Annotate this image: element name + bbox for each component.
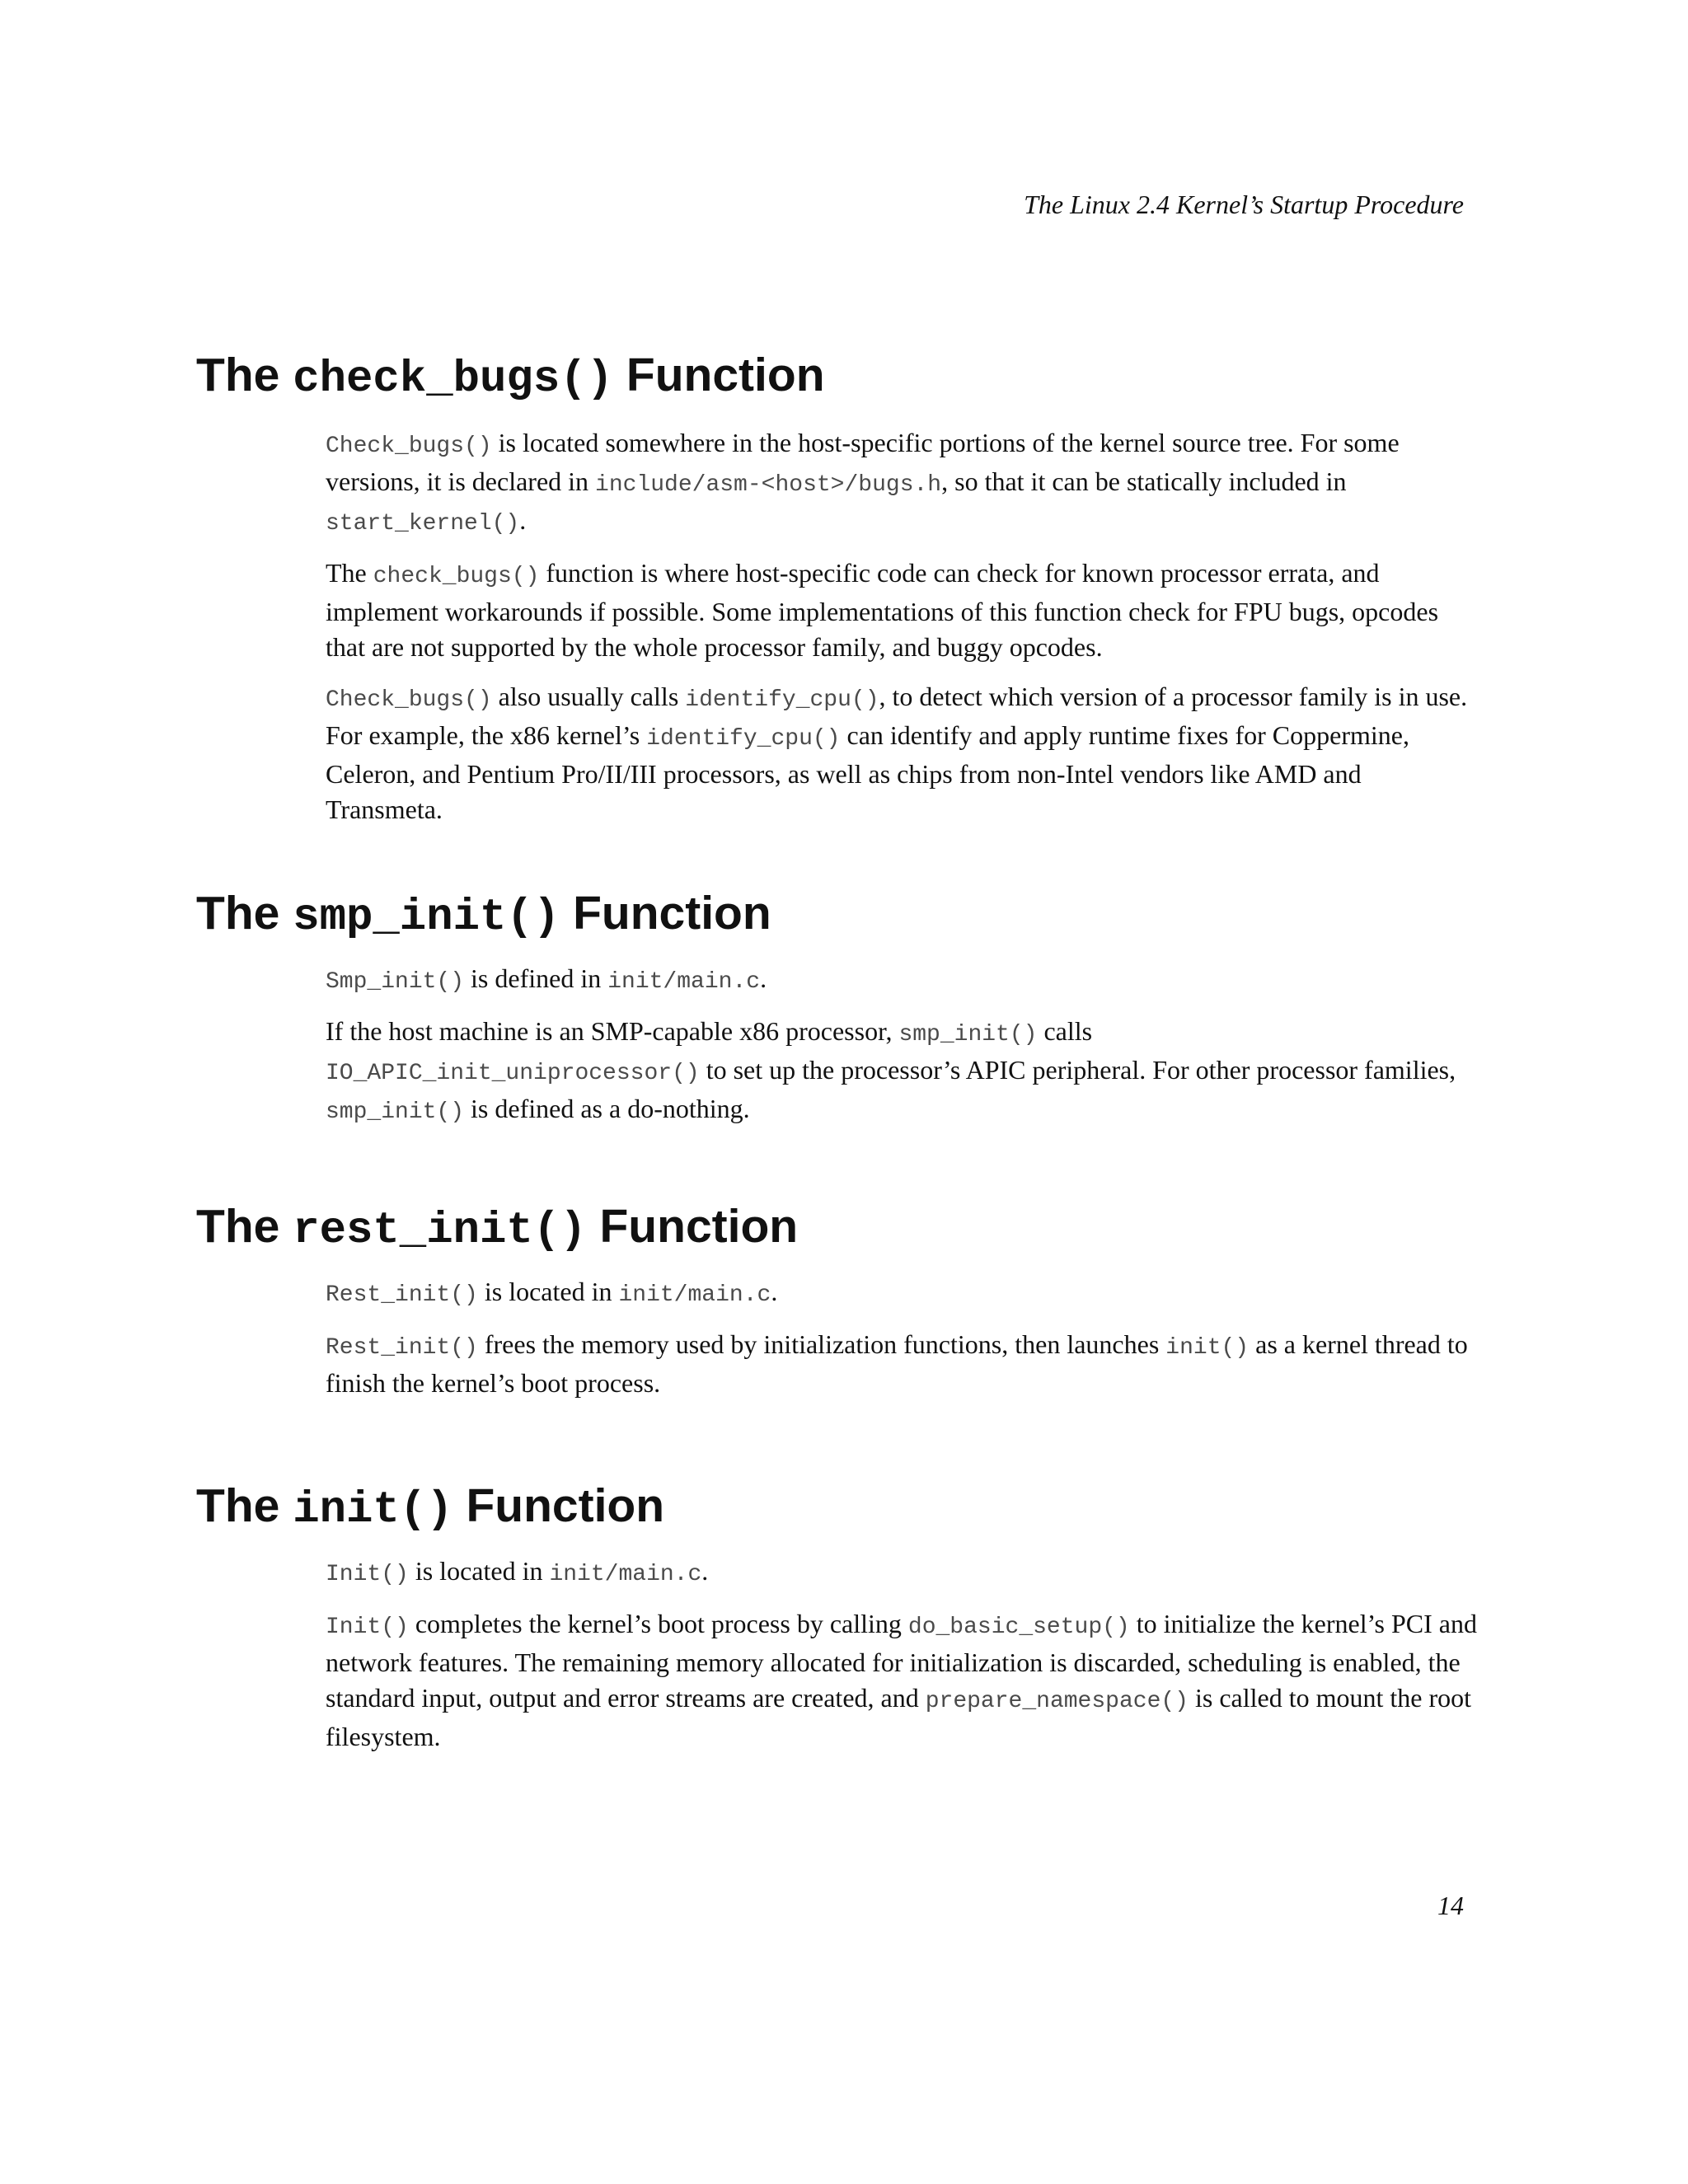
paragraph: [326, 1274, 1479, 1313]
inline-code: do_basic_setup(): [907, 1615, 1130, 1640]
section-body: [326, 1554, 1479, 1755]
heading-suffix: Function: [586, 1200, 799, 1253]
heading-prefix: The: [196, 1479, 293, 1532]
section-init: [196, 1473, 1477, 1769]
paragraph: [326, 1606, 1479, 1755]
section-heading: [196, 880, 1465, 951]
inline-code: identify_cpu(): [685, 687, 879, 713]
paragraph-text: is located in: [408, 1556, 550, 1586]
inline-code: init/main.c: [607, 969, 761, 995]
page-number: 14: [1437, 1891, 1464, 1920]
heading-function-name: check_bugs(): [293, 354, 614, 405]
section-body: [326, 1274, 1479, 1401]
heading-suffix: Function: [613, 349, 825, 401]
paragraph-text: completes the kernel’s boot process by calling: [408, 1609, 908, 1638]
paragraph-text: , so that it can be statically included in: [941, 466, 1347, 496]
paragraph-text: frees the memory used by initialization functions, then launches: [477, 1329, 1166, 1359]
paragraph-text: can identify and apply runtime fixes for Coppermine, Celeron, and Pentium Pro/II/III processors, as well as chips from non-Intel vendors like AMD and Transmeta.: [326, 720, 1409, 824]
paragraph: [326, 961, 1479, 1000]
inline-code: Rest_init(): [326, 1335, 478, 1361]
heading-suffix: Function: [560, 887, 771, 940]
heading-function-name: init(): [293, 1485, 453, 1535]
inline-code: init/main.c: [618, 1282, 771, 1308]
heading-prefix: The: [196, 1200, 293, 1253]
inline-code: include/asm-<host>/bugs.h: [595, 472, 942, 498]
section-body: [326, 425, 1479, 827]
section-check-bugs: [196, 342, 1468, 841]
inline-code: identify_cpu(): [646, 726, 841, 752]
paragraph-text: .: [701, 1556, 709, 1586]
heading-prefix: The: [196, 349, 293, 401]
inline-code: init/main.c: [549, 1562, 702, 1587]
paragraph: [326, 555, 1479, 665]
section-body: [326, 961, 1479, 1130]
paragraph: [326, 1554, 1479, 1592]
paragraph-text: calls: [1037, 1016, 1093, 1046]
section-rest-init: [196, 1193, 1468, 1415]
paragraph-text: If the host machine is an SMP-capable x86 processor,: [326, 1016, 899, 1046]
section-heading: [196, 342, 1465, 413]
section-heading: [196, 1193, 1465, 1264]
inline-code: IO_APIC_init_uniprocessor(): [326, 1061, 700, 1086]
paragraph-text: The: [326, 558, 373, 588]
paragraph-text: .: [771, 1277, 778, 1306]
paragraph: [326, 425, 1479, 541]
inline-code: smp_init(): [326, 1099, 465, 1125]
inline-code: prepare_namespace(): [925, 1689, 1189, 1714]
running-header: The Linux 2.4 Kernel’s Startup Procedure: [1024, 190, 1464, 219]
paragraph-text: to set up the processor’s APIC peripheral. For other processor families,: [699, 1055, 1456, 1085]
inline-code: check_bugs(): [373, 564, 540, 589]
paragraph-text: to initialize the kernel’s PCI and network features. The remaining memory allocated for initialization is discarded, scheduling is enabled, the standard input, output and error streams are created, and: [326, 1609, 1477, 1713]
paragraph-text: is defined in: [464, 963, 608, 993]
section-smp-init: [196, 880, 1465, 1144]
paragraph: [326, 1327, 1479, 1401]
section-heading: [196, 1473, 1465, 1544]
heading-prefix: The: [196, 887, 293, 940]
heading-function-name: rest_init(): [293, 1206, 587, 1256]
paragraph-text: , to detect which version of a processor family is in use. For example, the x86 kernel’s: [326, 682, 1468, 750]
paragraph-text: is located somewhere in the host-specific portions of the kernel source tree. For some versions, it is declared in: [326, 428, 1400, 496]
paragraph-text: is defined as a do-nothing.: [464, 1094, 750, 1123]
inline-code: init(): [1165, 1335, 1250, 1361]
inline-code: Rest_init(): [326, 1282, 478, 1308]
inline-code: Init(): [326, 1562, 409, 1587]
paragraph-text: .: [519, 505, 527, 535]
heading-suffix: Function: [452, 1479, 665, 1532]
paragraph-text: also usually calls: [491, 682, 686, 711]
paragraph-text: is located in: [477, 1277, 619, 1306]
inline-code: smp_init(): [898, 1022, 1038, 1047]
paragraph-text: .: [760, 963, 767, 993]
heading-function-name: smp_init(): [293, 893, 560, 943]
inline-code: Init(): [326, 1615, 409, 1640]
inline-code: Check_bugs(): [326, 687, 492, 713]
paragraph-text: as a kernel thread to finish the kernel’s boot process.: [326, 1329, 1468, 1398]
inline-code: Smp_init(): [326, 969, 465, 995]
paragraph: [326, 1014, 1479, 1130]
paragraph-text: is called to mount the root filesystem.: [326, 1683, 1472, 1751]
paragraph-text: function is where host-specific code can check for known processor errata, and implement workarounds if possible. Some implementations of this function check for FPU bugs, opcodes that are not supported by the whole processor family, and buggy opcodes.: [326, 558, 1439, 662]
inline-code: Check_bugs(): [326, 434, 492, 459]
paragraph: [326, 679, 1479, 827]
inline-code: start_kernel(): [326, 511, 520, 537]
